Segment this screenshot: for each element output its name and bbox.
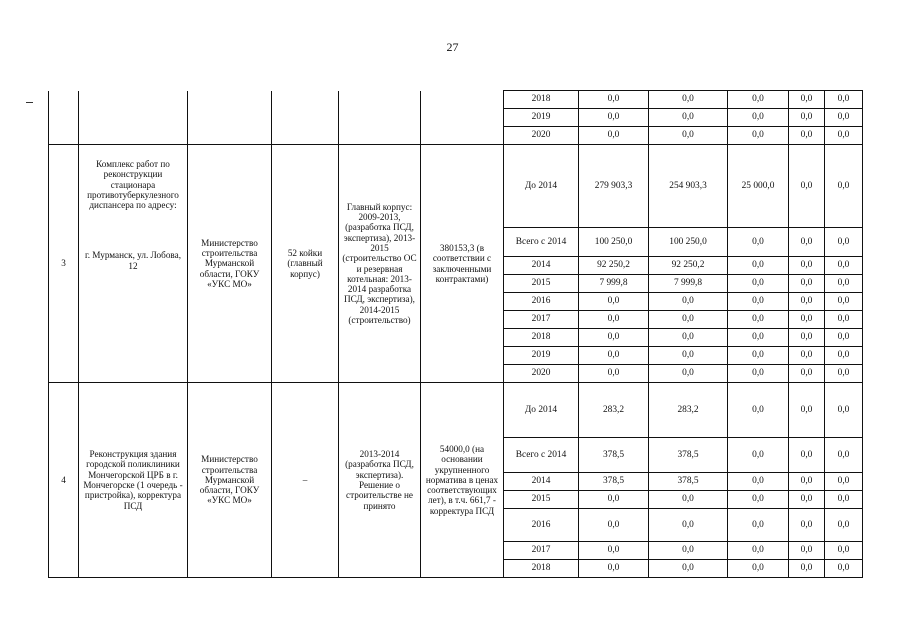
value-cell: 0,0: [789, 542, 825, 560]
row-number: 3: [49, 145, 79, 383]
cost-cell: 380153,3 (в соответствии с заключенными контрактами): [421, 145, 504, 383]
value-cell: 0,0: [579, 329, 649, 347]
year-cell: 2016: [504, 509, 579, 542]
value-cell: 0,0: [789, 438, 825, 473]
value-cell: 0,0: [825, 275, 863, 293]
value-cell: 0,0: [579, 91, 649, 109]
value-cell: 0,0: [649, 329, 728, 347]
year-cell: 2015: [504, 491, 579, 509]
value-cell: 0,0: [649, 311, 728, 329]
year-cell: 2014: [504, 257, 579, 275]
value-cell: 0,0: [825, 509, 863, 542]
value-cell: 0,0: [789, 145, 825, 228]
value-cell: 0,0: [789, 293, 825, 311]
object-name: [79, 145, 188, 383]
value-cell: 0,0: [825, 473, 863, 491]
terms-cell: 2013-2014 (разработка ПСД, экспертиза). Решение о строительстве не принято: [339, 383, 421, 578]
value-cell: 0,0: [825, 438, 863, 473]
value-cell: 0,0: [649, 109, 728, 127]
value-cell: 0,0: [728, 109, 789, 127]
value-cell: 0,0: [728, 491, 789, 509]
year-cell: 2015: [504, 275, 579, 293]
value-cell: 378,5: [579, 473, 649, 491]
value-cell: 0,0: [825, 127, 863, 145]
empty-cell: [49, 91, 79, 145]
value-cell: 0,0: [728, 293, 789, 311]
empty-cell: [79, 91, 188, 145]
year-cell: 2017: [504, 311, 579, 329]
value-cell: 0,0: [728, 311, 789, 329]
empty-cell: [272, 91, 339, 145]
value-cell: 0,0: [649, 127, 728, 145]
value-cell: 0,0: [579, 109, 649, 127]
year-cell: 2014: [504, 473, 579, 491]
value-cell: 25 000,0: [728, 145, 789, 228]
value-cell: 0,0: [649, 560, 728, 578]
value-cell: 378,5: [649, 438, 728, 473]
value-cell: 0,0: [789, 311, 825, 329]
value-cell: 0,0: [728, 257, 789, 275]
table-row: [49, 145, 863, 228]
year-cell: До 2014: [504, 145, 579, 228]
value-cell: 254 903,3: [649, 145, 728, 228]
value-cell: 0,0: [789, 365, 825, 383]
value-cell: 0,0: [649, 365, 728, 383]
value-cell: 0,0: [649, 509, 728, 542]
value-cell: 0,0: [789, 228, 825, 257]
value-cell: 0,0: [825, 109, 863, 127]
value-cell: 0,0: [728, 473, 789, 491]
value-cell: 0,0: [728, 127, 789, 145]
value-cell: 0,0: [649, 491, 728, 509]
year-cell: 2017: [504, 542, 579, 560]
empty-cell: [421, 91, 504, 145]
value-cell: 0,0: [579, 365, 649, 383]
value-cell: 0,0: [789, 383, 825, 438]
capacity-cell: –: [272, 383, 339, 578]
year-cell: 2016: [504, 293, 579, 311]
value-cell: 0,0: [825, 329, 863, 347]
value-cell: 0,0: [649, 91, 728, 109]
year-cell: До 2014: [504, 383, 579, 438]
value-cell: 0,0: [825, 491, 863, 509]
value-cell: 0,0: [579, 127, 649, 145]
value-cell: 0,0: [789, 127, 825, 145]
value-cell: 0,0: [789, 509, 825, 542]
year-cell: 2019: [504, 109, 579, 127]
value-cell: 7 999,8: [579, 275, 649, 293]
value-cell: 0,0: [728, 383, 789, 438]
value-cell: 0,0: [825, 365, 863, 383]
value-cell: 0,0: [825, 347, 863, 365]
value-cell: 0,0: [789, 473, 825, 491]
value-cell: 0,0: [579, 509, 649, 542]
value-cell: 0,0: [579, 347, 649, 365]
value-cell: 100 250,0: [649, 228, 728, 257]
value-cell: 0,0: [579, 560, 649, 578]
value-cell: 0,0: [728, 347, 789, 365]
value-cell: 0,0: [825, 293, 863, 311]
cost-cell: 54000,0 (на основании укрупненного норматива в ценах соответствующих лет), в т.ч. 661,7 - корректура ПСД: [421, 383, 504, 578]
investment-table: [48, 90, 863, 578]
row-number: 4: [49, 383, 79, 578]
year-cell: 2018: [504, 560, 579, 578]
object-name-text: Реконструкция здания городской поликлиники Мончегорской ЦРБ в г. Мончегорске (1 очередь - пристройка), корректура ПСД: [83, 449, 183, 511]
table-row: [49, 91, 863, 109]
value-cell: 0,0: [728, 228, 789, 257]
value-cell: 0,0: [728, 91, 789, 109]
value-cell: 279 903,3: [579, 145, 649, 228]
value-cell: 0,0: [789, 275, 825, 293]
value-cell: 0,0: [649, 293, 728, 311]
value-cell: 0,0: [579, 293, 649, 311]
value-cell: 0,0: [825, 383, 863, 438]
value-cell: 0,0: [825, 91, 863, 109]
table-body: [49, 91, 863, 578]
value-cell: 0,0: [789, 329, 825, 347]
year-cell: Всего с 2014: [504, 438, 579, 473]
object-name: [79, 383, 188, 578]
value-cell: 0,0: [728, 365, 789, 383]
value-cell: 0,0: [789, 91, 825, 109]
value-cell: 92 250,2: [649, 257, 728, 275]
value-cell: 0,0: [789, 491, 825, 509]
value-cell: 378,5: [579, 438, 649, 473]
year-cell: 2018: [504, 91, 579, 109]
value-cell: 0,0: [649, 542, 728, 560]
object-name-text: Комплекс работ по реконструкции стационара противотуберкулезного диспансера по адресу:: [87, 159, 179, 211]
value-cell: 0,0: [728, 275, 789, 293]
value-cell: 0,0: [728, 542, 789, 560]
value-cell: 0,0: [825, 257, 863, 275]
year-cell: 2020: [504, 127, 579, 145]
margin-dash: [26, 102, 33, 103]
year-cell: 2018: [504, 329, 579, 347]
value-cell: 0,0: [789, 560, 825, 578]
value-cell: 0,0: [825, 311, 863, 329]
year-cell: Всего с 2014: [504, 228, 579, 257]
year-cell: 2019: [504, 347, 579, 365]
page-number: 27: [446, 40, 459, 54]
value-cell: 378,5: [649, 473, 728, 491]
value-cell: 7 999,8: [649, 275, 728, 293]
value-cell: 283,2: [579, 383, 649, 438]
terms-cell: Главный корпус: 2009-2013, (разработка ПСД, экспертиза), 2013-2015 (строительство ОС и резервная котельная: 2013-2014 разработка ПСД, экспертиза), 2014-2015 (строительство): [339, 145, 421, 383]
value-cell: 0,0: [789, 109, 825, 127]
capacity-cell: 52 койки (главный корпус): [272, 145, 339, 383]
value-cell: 0,0: [825, 542, 863, 560]
value-cell: 0,0: [579, 311, 649, 329]
object-address-text: г. Мурманск, ул. Лобова, 12: [84, 250, 182, 271]
value-cell: 0,0: [789, 257, 825, 275]
value-cell: 283,2: [649, 383, 728, 438]
value-cell: 0,0: [825, 228, 863, 257]
table-row: [49, 383, 863, 438]
value-cell: 0,0: [649, 347, 728, 365]
value-cell: 0,0: [789, 347, 825, 365]
value-cell: 0,0: [728, 438, 789, 473]
year-cell: 2020: [504, 365, 579, 383]
value-cell: 0,0: [825, 560, 863, 578]
value-cell: 0,0: [825, 145, 863, 228]
value-cell: 0,0: [728, 560, 789, 578]
value-cell: 0,0: [728, 329, 789, 347]
empty-cell: [339, 91, 421, 145]
customer-cell: Министерство строительства Мурманской области, ГОКУ «УКС МО»: [188, 383, 272, 578]
empty-cell: [188, 91, 272, 145]
value-cell: 92 250,2: [579, 257, 649, 275]
value-cell: 0,0: [728, 509, 789, 542]
value-cell: 0,0: [579, 542, 649, 560]
value-cell: 0,0: [579, 491, 649, 509]
customer-cell: Министерство строительства Мурманской области, ГОКУ «УКС МО»: [188, 145, 272, 383]
value-cell: 100 250,0: [579, 228, 649, 257]
